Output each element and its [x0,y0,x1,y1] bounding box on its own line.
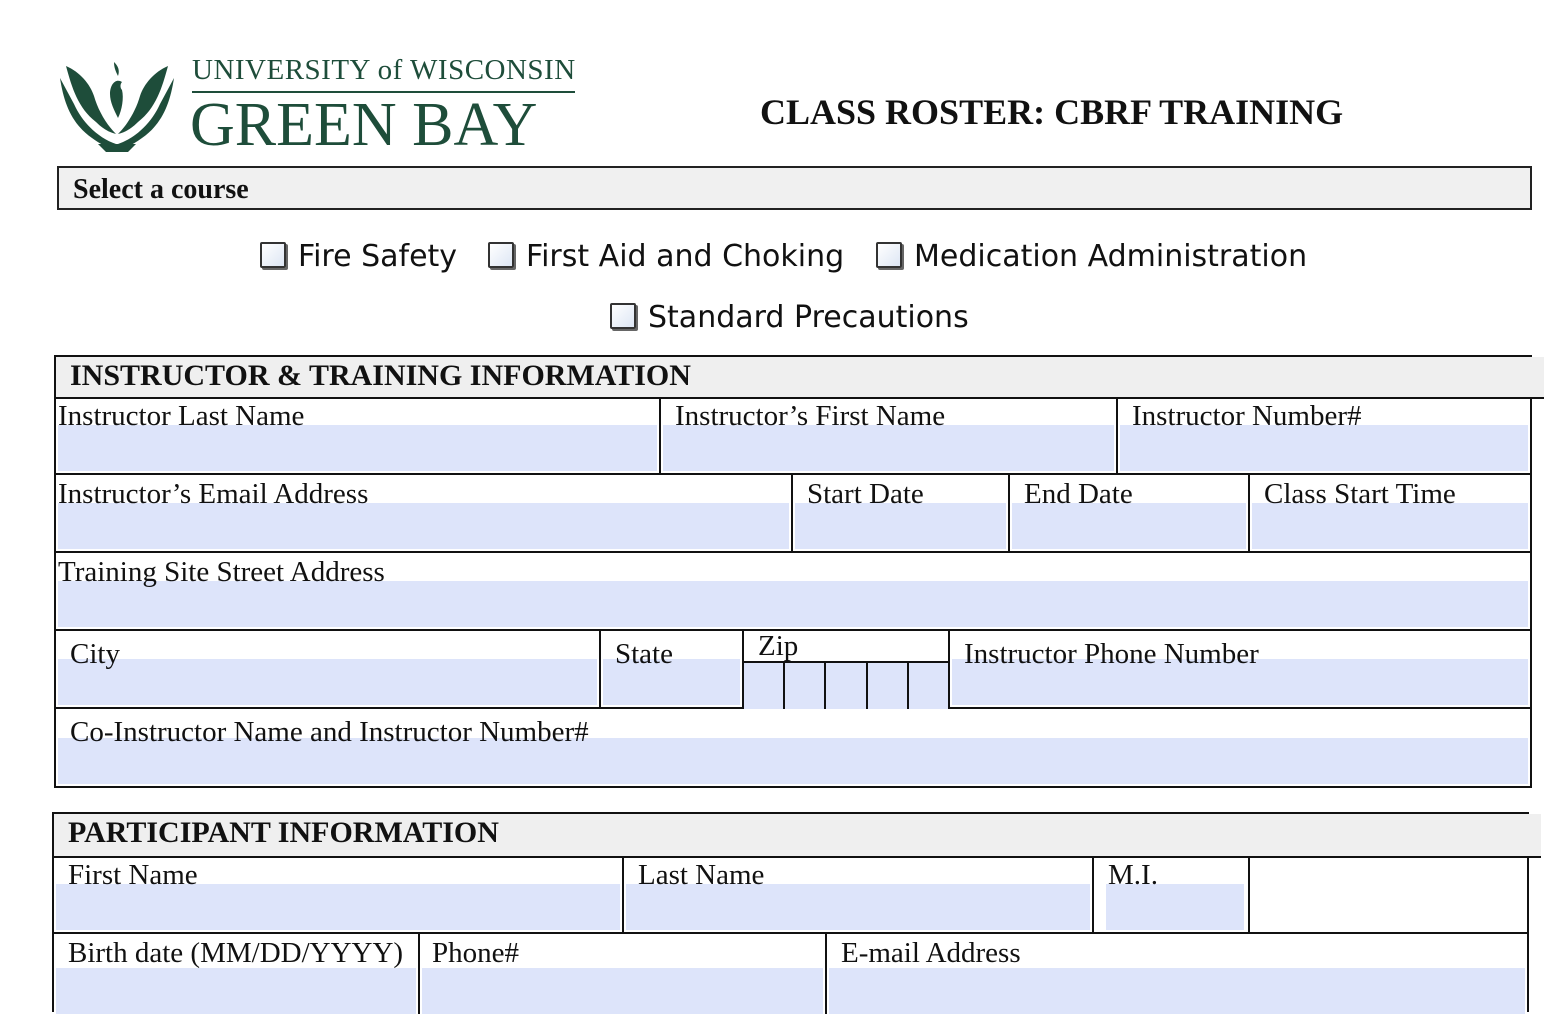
option-first-aid[interactable] [488,237,844,277]
field-input-area[interactable] [56,968,416,1014]
class-start-time-field[interactable] [1250,475,1530,553]
university-name: UNIVERSITY of WISCONSIN [192,54,576,86]
field-label: City [70,638,120,670]
end-date-field[interactable] [1010,475,1250,553]
participant-mi-field[interactable] [1094,856,1250,934]
participant-phone-field[interactable] [420,934,827,1014]
field-label: Last Name [638,859,765,891]
participant-section [52,812,1529,1012]
checkbox-icon[interactable] [610,303,636,329]
option-fire-safety[interactable] [260,237,457,277]
city-field[interactable] [56,631,601,709]
instructor-section-heading: INSTRUCTOR & TRAINING INFORMATION [56,357,1544,399]
state-field[interactable] [601,631,744,709]
participant-section-heading: PARTICIPANT INFORMATION [54,814,1541,858]
select-course-heading: Select a course [57,166,1532,210]
option-label: First Aid and Choking [526,239,845,274]
participant-last-name-field[interactable] [624,856,1094,934]
instructor-last-name-field[interactable] [56,397,661,475]
campus-name: GREEN BAY [190,91,538,159]
start-date-field[interactable] [793,475,1010,553]
instructor-email-field[interactable] [56,475,793,553]
zip-field[interactable] [744,631,950,709]
phoenix-logo-icon [58,58,176,154]
field-label: Phone# [432,937,519,969]
field-input-area[interactable] [829,968,1525,1014]
checkbox-icon[interactable] [488,242,514,268]
field-label: Co-Instructor Name and Instructor Number# [70,716,589,748]
participant-birth-date-field[interactable] [54,934,420,1014]
form-title: CLASS ROSTER: CBRF TRAINING [760,92,1344,132]
checkbox-icon[interactable] [876,242,902,268]
field-label: End Date [1024,478,1133,510]
field-label: Instructor Last Name [58,400,305,432]
zip-digit-box[interactable] [744,663,785,709]
zip-digit-box[interactable] [868,663,909,709]
participant-blank-cell [1250,856,1527,934]
instructor-section [54,355,1532,788]
field-label: Instructor’s Email Address [58,478,369,510]
field-label: Birth date (MM/DD/YYYY) [68,937,404,969]
training-site-street-field[interactable] [56,553,1530,631]
checkbox-icon[interactable] [260,242,286,268]
zip-digit-box[interactable] [826,663,867,709]
option-standard-precautions[interactable] [610,298,969,338]
instructor-phone-field[interactable] [950,631,1530,709]
field-label: Instructor’s First Name [675,400,946,432]
zip-digit-boxes [744,661,948,709]
participant-email-field[interactable] [827,934,1527,1014]
option-medication-administration[interactable] [876,237,1307,277]
instructor-first-name-field[interactable] [661,397,1118,475]
field-label: M.I. [1108,859,1158,891]
field-label: Training Site Street Address [58,556,385,588]
field-label: State [615,638,673,670]
option-label: Medication Administration [914,239,1308,274]
zip-digit-box[interactable] [785,663,826,709]
field-label: Class Start Time [1264,478,1456,510]
option-label: Standard Precautions [648,300,969,335]
instructor-number-field[interactable] [1118,397,1530,475]
field-label: E-mail Address [841,937,1021,969]
field-label: Start Date [807,478,924,510]
option-label: Fire Safety [298,239,458,274]
field-label: Zip [758,630,799,662]
participant-first-name-field[interactable] [54,856,624,934]
field-label: First Name [68,859,198,891]
field-input-area[interactable] [422,968,823,1014]
field-label: Instructor Phone Number [964,638,1259,670]
field-label: Instructor Number# [1132,400,1362,432]
zip-digit-box[interactable] [909,663,948,709]
co-instructor-field[interactable] [56,709,1530,786]
